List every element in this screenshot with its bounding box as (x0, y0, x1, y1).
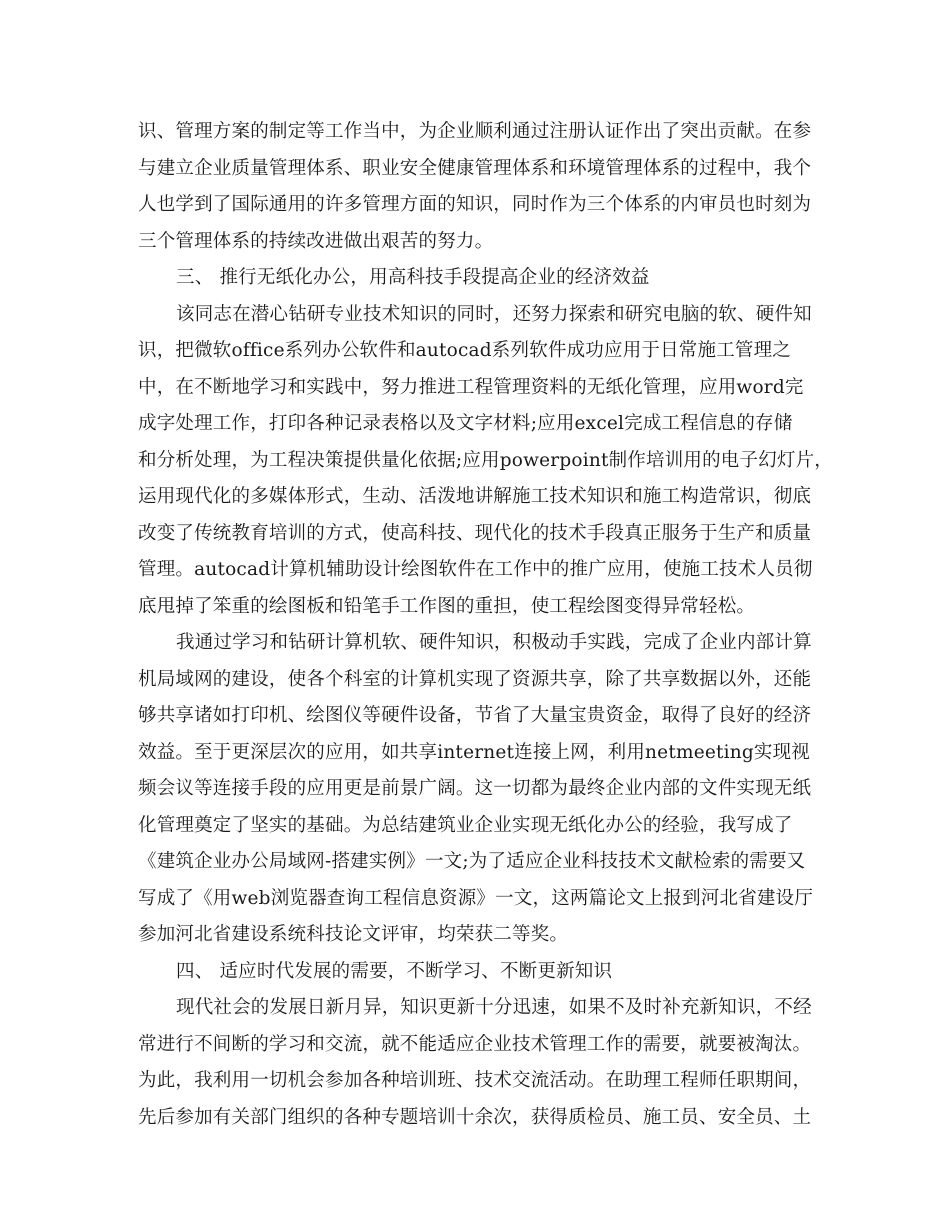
paragraph-first-line: 该同志在潜心钻研专业技术知识的同时，还努力探索和研究电脑的软、硬件知 (176, 303, 812, 325)
text-line: 频会议等连接手段的应用更是前景广阔。这一切都为最终企业内部的文件实现无纸 (138, 778, 812, 799)
text-line: 写成了《用web浏览器查询工程信息资源》一文，这两篇论文上报到河北省建设厅 (138, 887, 814, 909)
text-line: 人也学到了国际通用的许多管理方面的知识，同时作为三个体系的内审员也时刻为 (138, 194, 812, 215)
text-line: 参加河北省建设系统科技论文评审，均荣获二等奖。 (138, 924, 569, 945)
text-line: 够共享诸如打印机、绘图仪等硬件设备，节省了大量宝贵资金，取得了良好的经济 (138, 705, 812, 726)
text-line: 运用现代化的多媒体形式，生动、活泼地讲解施工技术知识和施工构造常识，彻底 (138, 486, 812, 507)
text-line: 化管理奠定了坚实的基础。为总结建筑业企业实现无纸化办公的经验，我写成了 (138, 814, 793, 836)
text-line: 常进行不间断的学习和交流，就不能适应企业技术管理工作的需要，就要被淘汰。 (138, 1033, 812, 1055)
text-line: 先后参加有关部门组织的各种专题培训十余次，获得质检员、施工员、安全员、土 (138, 1106, 812, 1128)
text-line: 机局域网的建设，使各个科室的计算机实现了资源共享，除了共享数据以外，还能 (138, 668, 812, 690)
text-line: 与建立企业质量管理体系、职业安全健康管理体系和环境管理体系的过程中，我个 (138, 157, 812, 179)
text-line: 识，把微软office系列办公软件和autocad系列软件成功应用于日常施工管理之 (138, 340, 792, 361)
text-line: 识、管理方案的制定等工作当中，为企业顺利通过注册认证作出了突出贡献。在参 (138, 121, 812, 142)
text-line: 中，在不断地学习和实践中，努力推进工程管理资料的无纸化管理，应用word完 (138, 376, 804, 398)
section-heading-four: 四、 适应时代发展的需要，不断学习、不断更新知识 (176, 960, 613, 982)
text-line: 《建筑企业办公局域网-搭建实例》一文;为了适应企业科技技术文献检索的需要又 (138, 851, 806, 872)
text-line: 成字处理工作，打印各种记录表格以及文字材料;应用excel完成工程信息的存储 (138, 413, 793, 434)
paragraph-first-line: 现代社会的发展日新月异，知识更新十分迅速，如果不及时补充新知识，不经 (176, 997, 812, 1018)
text-line: 管理。autocad计算机辅助设计绘图软件在工作中的推广应用，使施工技术人员彻 (138, 559, 813, 580)
text-line: 三个管理体系的持续改进做出艰苦的努力。 (138, 230, 494, 252)
text-line: 效益。至于更深层次的应用，如共享internet连接上网，利用netmeeting实现视 (138, 741, 811, 763)
section-heading-three: 三、 推行无纸化办公，用高科技手段提高企业的经济效益 (176, 267, 650, 288)
document-body (138, 114, 833, 1136)
text-line: 底甩掉了笨重的绘图板和铅笔手工作图的重担，使工程绘图变得异常轻松。 (138, 595, 756, 617)
paragraph-first-line: 我通过学习和钻研计算机软、硬件知识，积极动手实践，完成了企业内部计算 (176, 632, 812, 653)
text-line: 为此，我利用一切机会参加各种培训班、技术交流活动。在助理工程师任职期间， (138, 1070, 812, 1091)
text-line: 和分析处理，为工程决策提供量化依据;应用powerpoint制作培训用的电子幻灯片， (138, 449, 833, 471)
text-line: 改变了传统教育培训的方式，使高科技、现代化的技术手段真正服务于生产和质量 (138, 522, 812, 544)
